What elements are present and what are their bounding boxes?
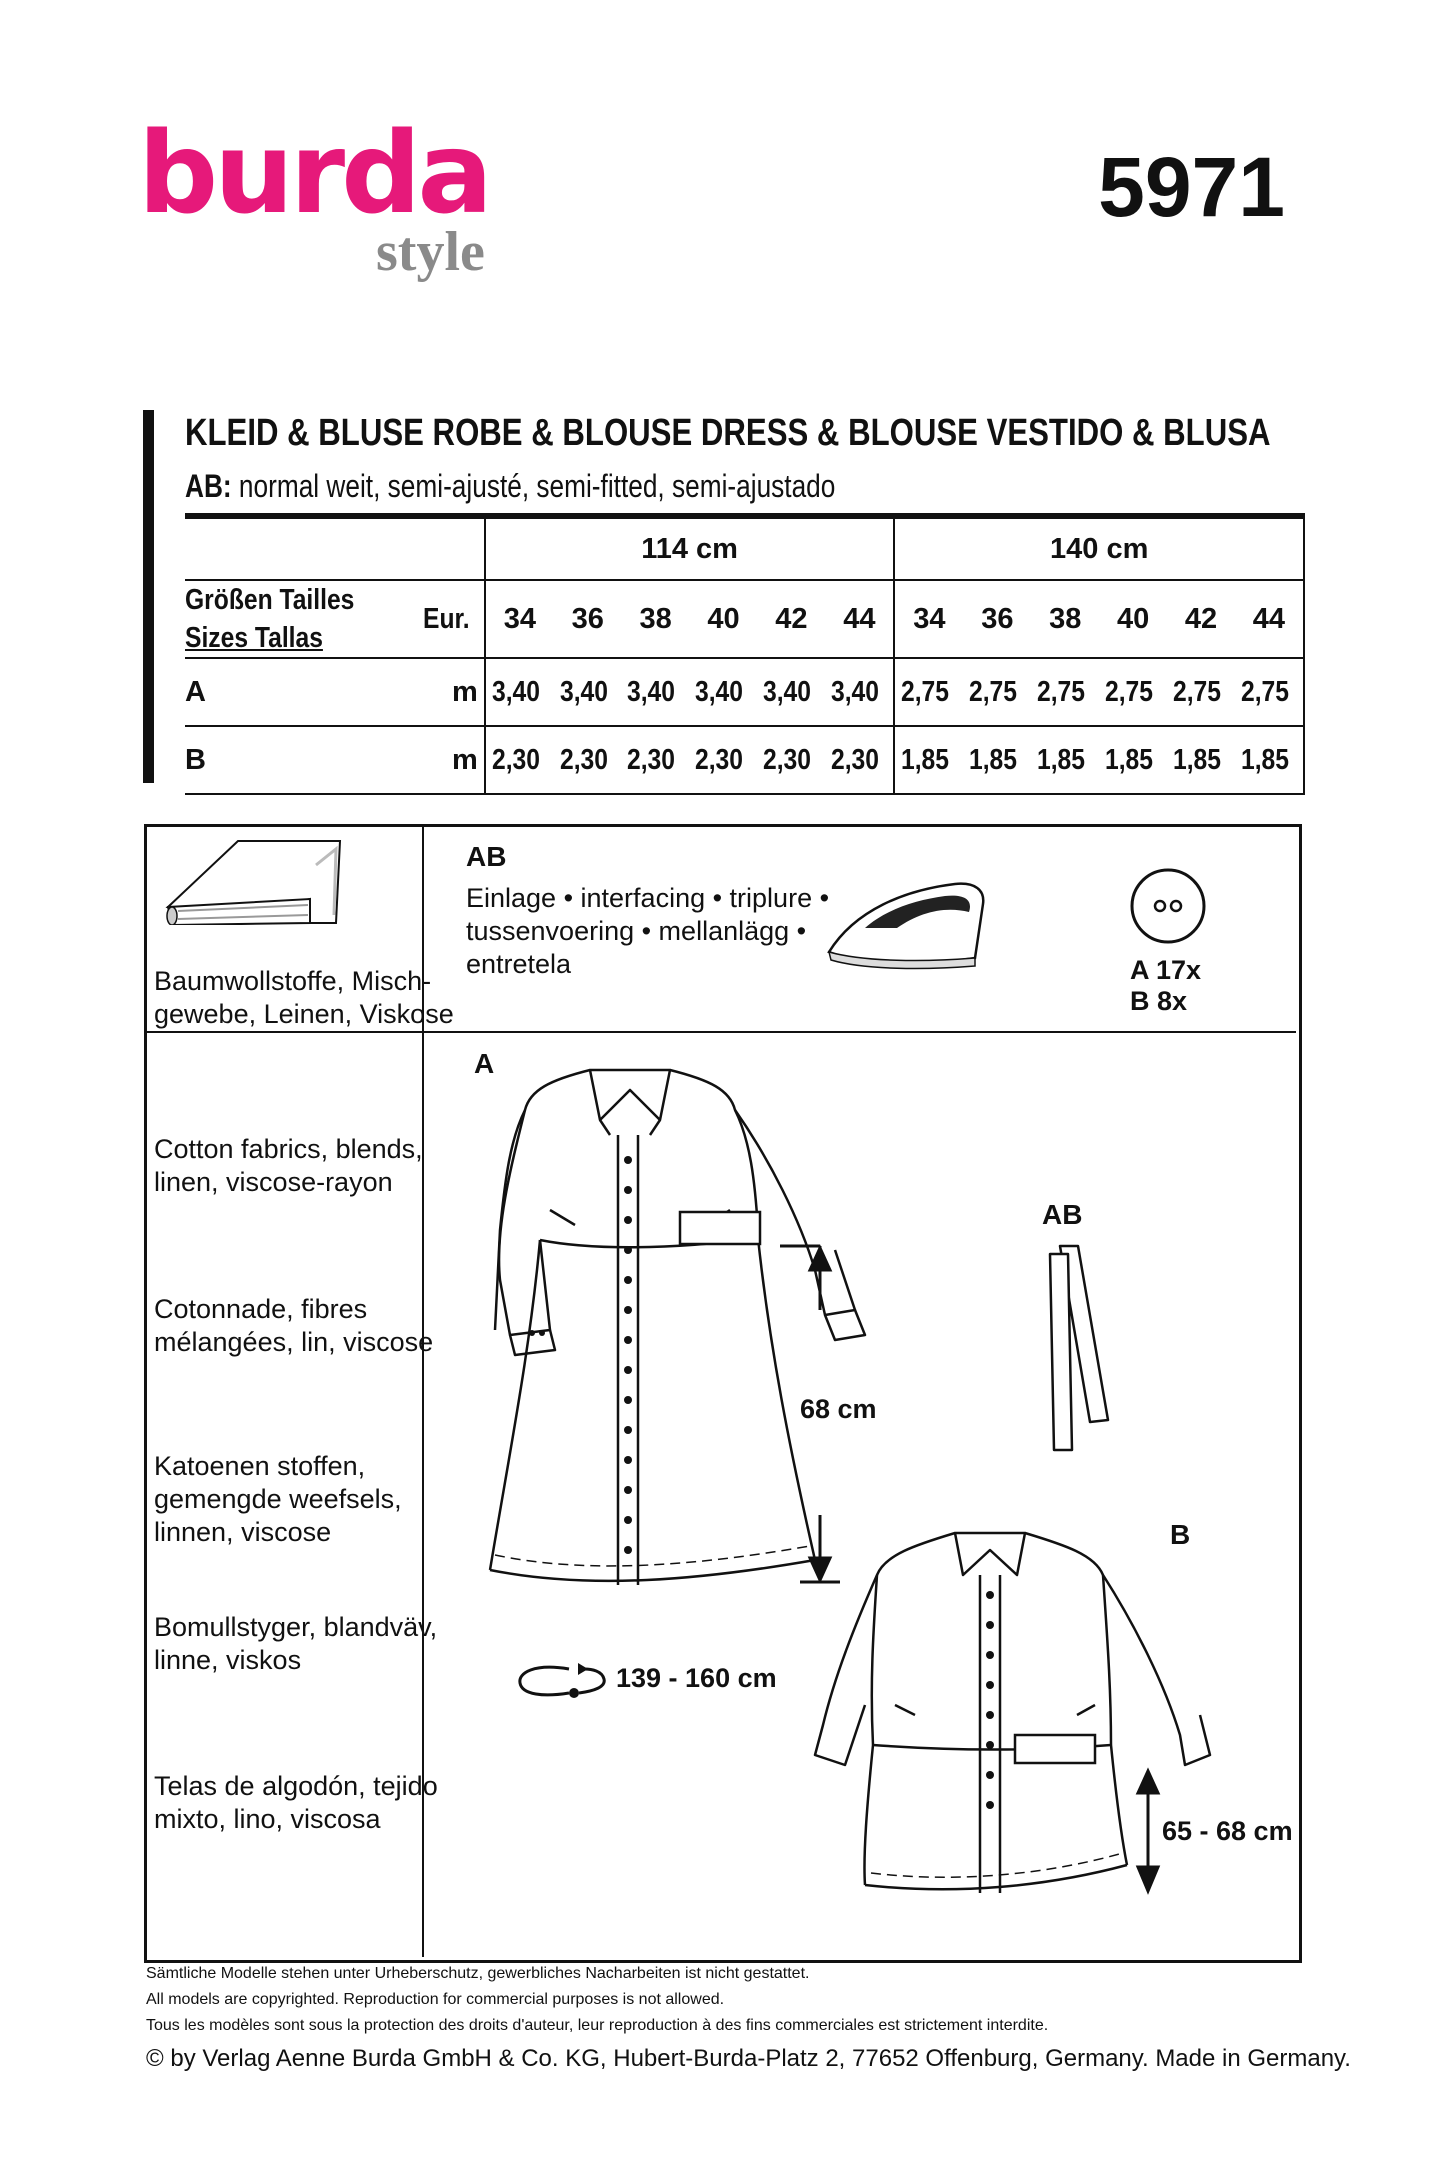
size-cell: 36 — [571, 602, 604, 635]
pattern-number: 5971 — [1098, 140, 1285, 234]
yardage-cell: 2,75 — [901, 675, 950, 708]
fabric-en: Cotton fabrics, blends, linen, viscose-rayon — [154, 1134, 423, 1197]
size-label: Größen Tailles Sizes Tallas — [185, 584, 355, 654]
brand-logo-sub: style — [376, 221, 485, 283]
yardage-cell: 3,40 — [491, 675, 540, 708]
size-cell: 42 — [1184, 602, 1218, 635]
view-b-label: B — [1170, 1519, 1191, 1550]
yardage-cell: 3,40 — [763, 675, 812, 708]
yardage-cell: 3,40 — [825, 658, 894, 726]
page-title: KLEID & BLUSE ROBE & BLOUSE DRESS & BLOUSE VESTIDO & BLUSA — [185, 412, 1271, 454]
yardage-cell: 2,30 — [763, 743, 812, 776]
unit-label: m — [423, 726, 485, 794]
footer-line-en: All models are copyrighted. Reproduction for commercial purposes is not allowed. — [146, 1991, 725, 2008]
eur-label: Eur. — [423, 580, 485, 658]
unit-label: m — [423, 658, 485, 726]
yardage-cell: 2,75 — [1104, 675, 1153, 708]
dress-length: 68 cm — [800, 1394, 877, 1424]
yardage-cell: 2,75 — [1037, 675, 1085, 708]
yardage-cell: 1,85 — [969, 743, 1018, 776]
belt-drawing — [1020, 1240, 1120, 1460]
fabric-de: Baumwollstoffe, Misch- gewebe, Leinen, Viskose — [154, 966, 454, 1029]
fabric-roll-icon — [160, 835, 350, 925]
size-cell: 40 — [1116, 602, 1150, 635]
width-header-114: 114 cm — [485, 516, 895, 580]
footer-copyright: © by Verlag Aenne Burda GmbH & Co. KG, Hubert-Burda-Platz 2, 77652 Offenburg, Germany. Made in Germany. — [146, 2045, 1351, 2072]
fabric-fr: Cotonnade, fibres mélangées, lin, viscose — [154, 1294, 434, 1357]
fit-description: AB: normal weit, semi-ajusté, semi-fitted, semi-ajustado — [185, 468, 836, 504]
yardage-cell: 2,75 — [1172, 675, 1221, 708]
yardage-cell: 3,40 — [559, 675, 608, 708]
yardage-cell: 1,85 — [1104, 743, 1153, 776]
footer-line-de: Sämtliche Modelle stehen unter Urheberschutz, gewerbliches Nacharbeiten ist nicht gestattet. — [146, 1965, 810, 1982]
fabric-sv: Bomullstyger, blandväv, linne, viskos — [154, 1612, 438, 1675]
row-label-a: A — [185, 675, 206, 708]
size-cell: 38 — [1049, 602, 1082, 635]
size-cell: 42 — [775, 602, 808, 635]
yardage-cell: 2,30 — [627, 743, 676, 776]
section-bar — [143, 410, 154, 783]
yardage-cell: 1,85 — [1235, 726, 1304, 794]
brand-logo: burda — [138, 109, 489, 239]
footer-line-fr: Tous les modèles sont sous la protection des droits d'auteur, leur reproduction à des fins commerciales est strictement interdite. — [146, 2017, 1049, 2034]
yardage-cell: 2,30 — [695, 743, 744, 776]
iron-icon — [825, 870, 990, 970]
fabric-es: Telas de algodón, tejido mixto, lino, viscosa — [154, 1771, 438, 1834]
size-cell: 34 — [503, 602, 536, 635]
size-cell: 44 — [1235, 580, 1304, 658]
yardage-cell: 3,40 — [627, 675, 676, 708]
notions-divider — [144, 1031, 1296, 1033]
hip-measure: 139 - 160 cm — [616, 1663, 777, 1693]
yardage-cell: 2,75 — [969, 675, 1018, 708]
belt-label: AB — [1042, 1199, 1083, 1230]
yardage-cell: 3,40 — [695, 675, 744, 708]
hip-measure-icon — [514, 1657, 614, 1707]
yardage-cell: 1,85 — [1037, 743, 1085, 776]
yardage-cell: 1,85 — [901, 743, 950, 776]
size-cell: 36 — [981, 602, 1014, 635]
notions-label: AB — [466, 841, 507, 872]
size-cell: 44 — [825, 580, 894, 658]
buttons-b: B 8x — [1130, 986, 1188, 1016]
buttons-a: A 17x — [1130, 955, 1202, 985]
view-a-label: A — [474, 1048, 495, 1079]
size-cell: 38 — [639, 602, 672, 635]
fabric-nl: Katoenen stoffen, gemengde weefsels, linnen, viscose — [154, 1451, 402, 1547]
interfacing-text: Einlage • interfacing • triplure • tussenvoering • mellanlägg • entretela — [466, 883, 830, 979]
size-cell: 40 — [707, 602, 740, 635]
width-header-140: 140 cm — [894, 516, 1304, 580]
size-cell: 34 — [913, 602, 946, 635]
yardage-cell: 2,75 — [1235, 658, 1304, 726]
blouse-b-drawing — [805, 1515, 1295, 1915]
yardage-cell: 2,30 — [559, 743, 608, 776]
row-label-b: B — [185, 743, 206, 776]
button-icon — [1128, 866, 1208, 946]
blouse-length: 65 - 68 cm — [1162, 1816, 1293, 1846]
yardage-cell: 2,30 — [825, 726, 894, 794]
yardage-table — [185, 513, 1305, 795]
yardage-cell: 2,30 — [491, 743, 540, 776]
yardage-cell: 1,85 — [1172, 743, 1221, 776]
